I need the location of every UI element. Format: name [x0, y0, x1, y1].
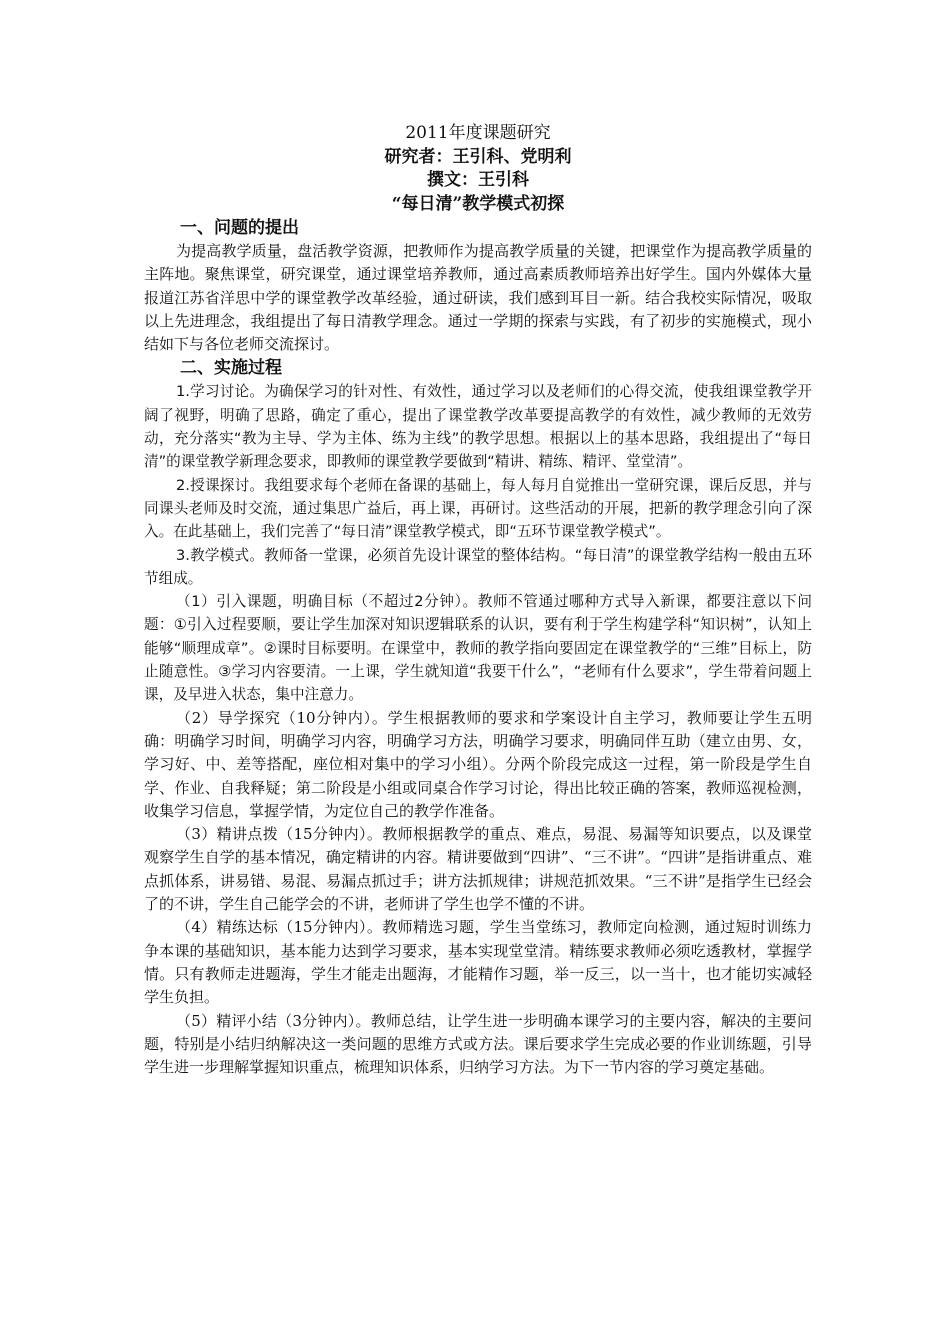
paragraph-study-discussion: 1.学习讨论。为确保学习的针对性、有效性，通过学习以及老师们的心得交流，使我组课堂教学开阔了视野，明确了思路，确定了重心，提出了课堂教学改革要提高教学的有效性，减少教师的无效劳动，充分落实“教为主导、学为主体、练为主线”的教学思想。根据以上的基本思路，我组提出了“每日清”的课堂教学新理念要求，即教师的课堂教学要做到“精讲、精练、精评、堂堂清”。 [144, 383, 812, 471]
paragraph-step-3: （3）精讲点拨（15分钟内）。教师根据教学的重点、难点，易混、易漏等知识要点，以及课堂观察学生自学的基本情况，确定精讲的内容。精讲要做到“四讲”、“三不讲”。“四讲”是指讲重点、难点抓体系，讲易错、易混、易漏点抓过手；讲方法抓规律；讲规范抓效果。“三不讲”是指学生已经会了的不讲，学生自己能学会的不讲，老师讲了学生也学不懂的不讲。 [144, 825, 812, 914]
section-heading-problem: 一、问题的提出 [180, 218, 299, 238]
document-author: 撰文：王引科 [427, 170, 529, 190]
paragraph-step-5: （5）精评小结（3分钟内）。教师总结，让学生进一步明确本课学习的主要内容，解决的主要问题，特别是小结归纳解决这一类问题的思维方式或方法。课后要求学生完成必要的作业训练题，引导学生进一步理解掌握知识重点，梳理知识体系，归纳学习方法。为下一节内容的学习奠定基础。 [144, 1011, 812, 1077]
document-researchers: 研究者：王引科、党明利 [384, 146, 572, 167]
document-main-title: “每日清”教学模式初探 [391, 193, 565, 214]
document-year-title: 2011年度课题研究 [405, 123, 551, 143]
paragraph-teaching-model: 3.教学模式。教师备一堂课，必须首先设计课堂的整体结构。“每日清”的课堂教学结构一般由五环节组成。 [144, 546, 812, 587]
paragraph-problem: 为提高教学质量，盘活教学资源，把教师作为提高教学质量的关键，把课堂作为提高教学质量的主阵地。聚焦课堂，研究课堂，通过课堂培养教师，通过高素质教师培养出好学生。国内外媒体大量报道江苏省洋思中学的课堂教学改革经验，通过研读，我们感到耳目一新。结合我校实际情况，吸取以上先进理念，我组提出了每日清教学理念。通过一学期的探索与实践，有了初步的实施模式，现小结如下与各位老师交流探讨。 [144, 242, 812, 354]
section-heading-process: 二、实施过程 [180, 358, 282, 379]
title-block [144, 122, 812, 216]
paragraph-step-1: （1）引入课题，明确目标（不超过2分钟）。教师不管通过哪种方式导入新课，都要注意以下问题：①引入过程要顺，要让学生加深对知识逻辑联系的认识，要有利于学生构建学科“知识树”，认知上能够“顺理成章”。②课时目标要明。在课堂中，教师的教学指向要固定在课堂教学的“三维”目标上，防止随意性。③学习内容要清。一上课，学生就知道“我要干什么”，“老师有什么要求”，学生带着问题上课，及早进入状态，集中注意力。 [144, 593, 812, 704]
paragraph-step-4: （4）精练达标（15分钟内）。教师精选习题，学生当堂练习，教师定向检测，通过短时训练力争本课的基础知识，基本能力达到学习要求，基本实现堂堂清。精练要求教师必须吃透教材，掌握学情。只有教师走进题海，学生才能走出题海，才能精作习题，举一反三，以一当十，也才能切实减轻学生负担。 [144, 918, 812, 1007]
document-page [144, 122, 812, 1079]
paragraph-step-2: （2）导学探究（10分钟内）。学生根据教师的要求和学案设计自主学习，教师要让学生五明确：明确学习时间，明确学习内容，明确学习方法，明确学习要求，明确同伴互助（建立由男、女，学习好、中、差等搭配，座位相对集中的学习小组）。分两个阶段完成这一过程，第一阶段是学生自学、作业、自我释疑；第二阶段是小组或同桌合作学习讨论，得出比较正确的答案，教师巡视检测，收集学习信息，掌握学情，为定位自己的教学作准备。 [144, 708, 812, 820]
paragraph-lecture-discussion: 2.授课探讨。我组要求每个老师在备课的基础上，每人每月自觉推出一堂研究课，课后反思，并与同课头老师及时交流，通过集思广益后，再上课，再研讨。这些活动的开展，把新的教学理念引向了深入。在此基础上，我们完善了“每日清”课堂教学模式，即“五环节课堂教学模式”。 [144, 476, 812, 541]
